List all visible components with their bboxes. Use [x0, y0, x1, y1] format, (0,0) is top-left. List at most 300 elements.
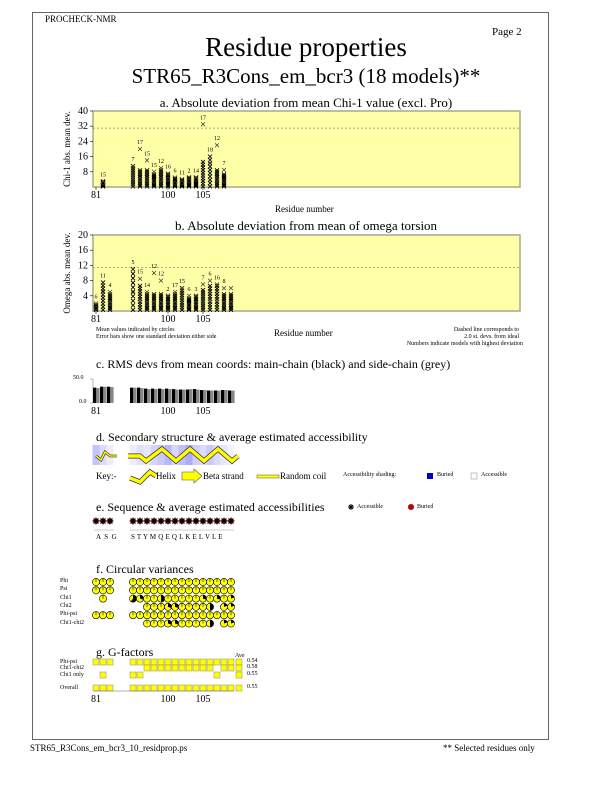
- circular-row-label: Phi: [60, 578, 69, 584]
- chart-a-plot-area: [93, 111, 520, 187]
- gfactor-ave-box: [236, 659, 242, 665]
- circular-variance-dial: [227, 595, 234, 602]
- seq-accessible-label: Accessible: [357, 504, 383, 510]
- chart-a-model-label: 16: [165, 164, 171, 171]
- circular-variance-dial: [106, 587, 113, 594]
- gfactor-box: [214, 685, 220, 691]
- chart-b-model-label: 6: [187, 286, 191, 293]
- circular-variance-dial: [106, 612, 113, 619]
- circular-variance-dial: [164, 578, 171, 585]
- circular-variance-dial: [99, 612, 106, 619]
- sequence-group-2: S T Y M Q E Q L K E L V L E: [131, 533, 223, 541]
- rms-bar-side-chain: [140, 388, 143, 403]
- chart-b-model-label: 14: [144, 283, 150, 289]
- circular-variance-dial: [164, 612, 171, 619]
- gfactor-xtick-label: 81: [91, 694, 101, 705]
- rms-bar-side-chain: [210, 391, 213, 403]
- chart-a-xtick-label: 81: [91, 190, 101, 201]
- circular-variance-dial: [143, 603, 150, 610]
- gfactor-box: [158, 665, 164, 671]
- sequence-accessible-star: [172, 518, 179, 525]
- rms-bar-side-chain: [161, 389, 164, 403]
- chart-b-ytick-label: 8: [83, 275, 88, 287]
- chart-b-ytick-label: 12: [78, 260, 88, 272]
- gfactor-box: [130, 685, 136, 691]
- gfactor-box: [193, 659, 199, 665]
- chart-b-model-label: 12: [158, 271, 164, 278]
- chart-a-model-label: 17: [137, 140, 143, 146]
- circular-variance-dial: [192, 587, 199, 594]
- circular-variance-dial: [143, 595, 150, 602]
- circular-variance-dial: [157, 578, 164, 585]
- circular-variance-dial: [136, 578, 143, 585]
- chart-a-ytick-label: 16: [78, 151, 88, 163]
- chart-b-note-numbers: Numbers indicate models with highest deviation: [406, 341, 523, 347]
- chart-b-ytick-label: 4: [83, 290, 88, 302]
- gfactor-box: [228, 659, 234, 665]
- gfactor-box: [172, 659, 178, 665]
- circular-variance-dial: [171, 587, 178, 594]
- sequence-group-1: A S G: [96, 533, 118, 541]
- circular-variance-dial: [199, 587, 206, 594]
- circular-variance-dial: [185, 578, 192, 585]
- circular-variance-dial: [129, 587, 136, 594]
- sequence-accessible-star: [100, 518, 107, 525]
- circular-variance-dial: [171, 612, 178, 619]
- circular-variance-dial: [106, 578, 113, 585]
- gfactor-box: [214, 659, 220, 665]
- rms-bar-main-chain: [100, 387, 103, 403]
- chart-b-xtick-label: 81: [91, 314, 101, 325]
- footer-filename: STR65_R3Cons_em_bcr3_10_residprop.ps: [30, 743, 188, 753]
- circular-variance-dial: [213, 595, 220, 602]
- sequence-accessible-star: [179, 518, 186, 525]
- circular-row-label: Chi1-chi2: [60, 619, 84, 626]
- chart-a-xtick-label: 100: [160, 190, 176, 201]
- rms-bar-main-chain: [93, 388, 96, 403]
- coil-label: Random coil: [280, 471, 327, 481]
- chart-a-model-label: 12: [158, 159, 164, 165]
- shading-label: Accessibility shading:: [343, 472, 397, 478]
- sequence-accessible-star: [144, 518, 151, 525]
- program-name: PROCHECK-NMR: [45, 14, 117, 24]
- circular-variance-dial: [150, 587, 157, 594]
- circular-variance-dial: [136, 612, 143, 619]
- circular-variance-dial: [164, 603, 171, 610]
- circular-variance-dial: [185, 603, 192, 610]
- rms-bar-side-chain: [168, 389, 171, 403]
- gfactor-box: [193, 685, 199, 691]
- gfactor-box: [165, 665, 171, 671]
- rms-bar-side-chain: [103, 387, 106, 403]
- circular-variance-dial: [227, 620, 234, 627]
- rms-bar-side-chain: [133, 388, 136, 403]
- chart-a-model-label: 18: [207, 147, 213, 154]
- circular-variance-dial: [136, 595, 143, 602]
- chart-b-title: b. Absolute deviation from mean of omega torsion: [174, 218, 438, 233]
- gfactor-box: [172, 665, 178, 671]
- chart-b-note-mean: Mean values indicated by circles: [96, 327, 175, 333]
- gfactor-box: [221, 685, 227, 691]
- chart-b-model-label: 12: [151, 264, 157, 270]
- circular-variance-dial: [185, 587, 192, 594]
- gfactor-ave-box: [236, 672, 242, 678]
- gfactor-box: [172, 685, 178, 691]
- circular-variance-dial: [150, 578, 157, 585]
- chart-b-model-label: 17: [172, 283, 178, 289]
- chart-a-xlabel: Residue number: [275, 204, 334, 214]
- circular-variance-dial: [164, 587, 171, 594]
- circular-variance-dial: [227, 587, 234, 594]
- rms-bar-main-chain: [151, 389, 154, 403]
- circular-variance-dial: [178, 595, 185, 602]
- sequence-accessible-star: [165, 518, 172, 525]
- gfactor-box: [193, 665, 199, 671]
- helix-label: Helix: [156, 471, 176, 481]
- circular-variance-dial: [92, 587, 99, 594]
- circular-variance-dial: [99, 587, 106, 594]
- page-subtitle: STR65_R3Cons_em_bcr3 (18 models)**: [131, 64, 481, 88]
- circular-variance-dial: [157, 587, 164, 594]
- gfactor-box: [228, 685, 234, 691]
- circular-variance-dial: [185, 612, 192, 619]
- gfactor-box: [207, 659, 213, 665]
- circular-variance-dial: [192, 578, 199, 585]
- chart-a-model-label: 7: [131, 157, 135, 164]
- gfactor-box: [130, 672, 136, 678]
- circular-variance-dial: [192, 620, 199, 627]
- rms-bar-main-chain: [137, 388, 140, 403]
- circular-variance-dial: [213, 587, 220, 594]
- chart-b-model-label: 6: [208, 271, 212, 278]
- chart-a-model-label: 15: [144, 151, 150, 158]
- page-number: Page 2: [492, 26, 522, 38]
- sequence-accessible-star: [151, 518, 158, 525]
- chart-a-ytick-label: 24: [78, 136, 88, 148]
- random-coil-key-icon: [257, 475, 279, 478]
- rms-bar-side-chain: [231, 391, 234, 403]
- chart-b-model-label: 5: [131, 260, 135, 267]
- circular-variance-dial: [192, 595, 199, 602]
- dial-sector: [210, 603, 214, 610]
- gfactor-ave-label: Ave: [235, 653, 245, 659]
- chart-b-ylabel: Omega abs. mean dev.: [62, 232, 72, 314]
- circular-variance-dial: [220, 603, 227, 610]
- gfactor-row-label: Chi1 only: [60, 672, 84, 678]
- circular-variance-dial: [206, 578, 213, 585]
- chart-a-residue-points: [187, 176, 191, 189]
- chart-a-model-label: 12: [214, 136, 220, 143]
- gfactor-ave-value: 0.55: [247, 684, 258, 690]
- chart-a-model-label: 17: [200, 115, 206, 122]
- circular-variance-dial: [192, 612, 199, 619]
- gfactor-xtick-label: 100: [160, 694, 176, 705]
- buried-label: Buried: [437, 472, 454, 478]
- chart-b-model-label: 15: [179, 279, 185, 286]
- rms-bar-main-chain: [228, 391, 231, 403]
- gfactor-ave-value: 0.58: [247, 664, 258, 670]
- circular-title: f. Circular variances: [96, 562, 194, 576]
- page-title: Residue properties: [205, 32, 407, 62]
- chart-b-model-label: 8: [222, 279, 226, 286]
- circular-row-label: Phi-psi: [60, 611, 78, 618]
- accessible-legend-icon: [348, 504, 354, 510]
- gfactor-row-label: Overall: [60, 685, 78, 691]
- circular-variance-dial: [99, 578, 106, 585]
- sequence-accessible-star: [228, 518, 235, 525]
- accessibility-shade-cell: [93, 445, 100, 465]
- chart-b-xlabel: Residue number: [274, 328, 333, 338]
- rms-title: c. RMS devs from mean coords: main-chain (black) and side-chain (grey): [96, 357, 451, 371]
- sequence-accessible-star: [207, 518, 214, 525]
- sequence-accessible-star: [193, 518, 200, 525]
- gfactor-title: g. G-factors: [96, 645, 154, 659]
- rms-bar-side-chain: [203, 390, 206, 403]
- gfactor-box: [165, 659, 171, 665]
- circular-variance-dial: [199, 612, 206, 619]
- circular-variance-dial: [164, 595, 171, 602]
- gfactor-box: [151, 665, 157, 671]
- circular-variance-dial: [206, 603, 213, 610]
- circular-row-label: Chi2: [60, 602, 72, 609]
- circular-variance-dial: [213, 612, 220, 619]
- gfactor-box: [186, 685, 192, 691]
- gfactor-box: [144, 665, 150, 671]
- rms-bar-main-chain: [186, 390, 189, 403]
- circular-variance-dial: [206, 587, 213, 594]
- key-label: Key:-: [96, 471, 117, 481]
- gfactor-box: [200, 685, 206, 691]
- rms-bar-main-chain: [158, 389, 161, 403]
- rms-bar-side-chain: [182, 390, 185, 403]
- circular-variance-dial: [143, 587, 150, 594]
- sequence-accessible-star: [137, 518, 144, 525]
- accessible-label: Accessible: [481, 472, 507, 478]
- secondary-title: d. Secondary structure & average estimated accessibility: [96, 430, 368, 444]
- gfactor-xtick-label: 105: [195, 694, 211, 705]
- circular-variance-dial: [157, 612, 164, 619]
- chart-a-xtick-label: 105: [195, 190, 211, 201]
- gfactor-box: [93, 685, 99, 691]
- circular-variance-dial: [171, 603, 178, 610]
- dial-sector: [161, 595, 165, 602]
- rms-bar-main-chain: [179, 390, 182, 403]
- rms-bar-main-chain: [107, 387, 110, 403]
- gfactor-box: [200, 665, 206, 671]
- rms-bar-main-chain: [144, 389, 147, 403]
- circular-variance-dial: [143, 620, 150, 627]
- chart-a-residue-points: [194, 176, 198, 189]
- circular-variance-dial: [185, 620, 192, 627]
- footer-note: ** Selected residues only: [443, 743, 535, 753]
- circular-variance-dial: [150, 620, 157, 627]
- rms-bar-side-chain: [175, 390, 178, 403]
- circular-variance-dial: [213, 578, 220, 585]
- rms-bar-side-chain: [147, 389, 150, 403]
- circular-variance-dial: [150, 612, 157, 619]
- strand-label: Beta strand: [203, 471, 244, 481]
- rms-xtick-label: 100: [160, 406, 176, 417]
- circular-variance-dial: [150, 603, 157, 610]
- accessible-swatch-icon: [471, 473, 477, 479]
- circular-variance-dial: [136, 587, 143, 594]
- chart-a-model-label: 14: [193, 168, 199, 175]
- chart-a-ytick-label: 32: [78, 121, 88, 133]
- circular-variance-dial: [220, 578, 227, 585]
- circular-variance-dial: [150, 595, 157, 602]
- sequence-accessible-star: [200, 518, 207, 525]
- gfactor-box: [179, 659, 185, 665]
- gfactor-box: [186, 665, 192, 671]
- gfactor-box: [137, 685, 143, 691]
- gfactor-ave-box: [236, 685, 242, 691]
- circular-variance-dial: [206, 612, 213, 619]
- gfactor-box: [137, 672, 143, 678]
- chart-a-residue-points: [180, 177, 184, 188]
- rms-xtick-label: 81: [91, 406, 101, 417]
- gfactor-row-label: Chi1-chi2: [60, 665, 84, 671]
- circular-variance-dial: [227, 578, 234, 585]
- circular-variance-dial: [99, 595, 106, 602]
- gfactor-row-label: Phi-psi: [60, 659, 78, 665]
- sequence-accessible-star: [107, 518, 114, 525]
- chart-b-model-label: 15: [137, 269, 143, 276]
- chart-a-ylabel: Chi-1 abs. mean dev.: [62, 111, 72, 187]
- chart-b-xtick-label: 105: [195, 314, 211, 325]
- circular-variance-dial: [178, 603, 185, 610]
- gfactor-box: [158, 659, 164, 665]
- rms-ytick-bottom: 0.0: [79, 399, 87, 405]
- chart-a-model-label: 11: [179, 170, 185, 177]
- circular-variance-dial: [220, 587, 227, 594]
- circular-variance-dial: [157, 595, 164, 602]
- circular-variance-dial: [192, 603, 199, 610]
- gfactor-ave-value: 0.55: [247, 671, 258, 677]
- chart-a-ytick-label: 40: [78, 106, 88, 117]
- sequence-title: e. Sequence & average estimated accessibilities: [96, 500, 325, 514]
- chart-b-model-label: 2: [166, 286, 170, 293]
- gfactor-box: [144, 685, 150, 691]
- circular-variance-dial: [199, 595, 206, 602]
- circular-variance-dial: [199, 620, 206, 627]
- circular-variance-dial: [178, 620, 185, 627]
- sequence-accessible-star: [221, 518, 228, 525]
- gfactor-box: [100, 672, 106, 678]
- rms-bar-main-chain: [214, 391, 217, 403]
- chart-b-model-label: 16: [214, 275, 220, 282]
- rms-bar-main-chain: [193, 389, 196, 403]
- gfactor-box: [165, 685, 171, 691]
- chart-b-model-label: 4: [108, 283, 112, 289]
- chart-a-ytick-label: 8: [83, 166, 88, 178]
- circular-variance-dial: [185, 595, 192, 602]
- gfactor-box: [228, 665, 234, 671]
- gfactor-box: [151, 685, 157, 691]
- rms-bar-side-chain: [96, 388, 99, 403]
- circular-variance-dial: [206, 595, 213, 602]
- circular-variance-dial: [92, 578, 99, 585]
- chart-a-residue-points: [173, 176, 177, 189]
- circular-variance-dial: [178, 587, 185, 594]
- gfactor-box: [221, 659, 227, 665]
- dial-sector: [210, 620, 214, 627]
- rms-bar-main-chain: [207, 391, 210, 403]
- rms-bar-main-chain: [221, 390, 224, 403]
- buried-swatch-icon: [427, 473, 433, 479]
- circular-variance-dial: [220, 595, 227, 602]
- rms-bar-side-chain: [189, 389, 192, 403]
- chart-a-model-label: 6: [173, 168, 177, 175]
- sequence-accessible-star: [186, 518, 193, 525]
- circular-variance-dial: [129, 578, 136, 585]
- circular-variance-dial: [227, 603, 234, 610]
- rms-bar-side-chain: [110, 387, 113, 403]
- gfactor-box: [221, 665, 227, 671]
- chart-a-title: a. Absolute deviation from mean Chi-1 value (excl. Pro): [159, 95, 453, 110]
- chart-b-note-dashed: Dashed line corresponds to: [453, 327, 519, 333]
- chart-b-note-stdevs: 2.0 st. devs. from ideal: [464, 334, 519, 340]
- chart-b-model-label: 3: [194, 286, 198, 293]
- gfactor-box: [107, 685, 113, 691]
- circular-variance-dial: [171, 595, 178, 602]
- gfactor-box: [207, 665, 213, 671]
- circular-variance-dial: [143, 612, 150, 619]
- circular-variance-dial: [220, 612, 227, 619]
- rms-bar-side-chain: [217, 391, 220, 403]
- circular-variance-dial: [178, 612, 185, 619]
- rms-bar-main-chain: [172, 389, 175, 403]
- circular-variance-dial: [143, 578, 150, 585]
- circular-variance-dial: [157, 603, 164, 610]
- gfactor-box: [200, 659, 206, 665]
- rms-bar-side-chain: [224, 390, 227, 403]
- gfactor-box: [179, 685, 185, 691]
- circular-variance-dial: [199, 603, 206, 610]
- chart-a-residue-points: [101, 179, 105, 188]
- gfactor-box: [179, 665, 185, 671]
- beta-strand-key-icon: [182, 469, 202, 483]
- gfactor-box: [158, 685, 164, 691]
- circular-variance-dial: [220, 620, 227, 627]
- rms-bar-side-chain: [154, 389, 157, 403]
- rms-bar-main-chain: [130, 388, 133, 403]
- sequence-accessible-star: [158, 518, 165, 525]
- sequence-accessible-star: [130, 518, 137, 525]
- rms-xtick-label: 105: [195, 406, 211, 417]
- circular-variance-dial: [129, 595, 136, 602]
- chart-a-model-label: 15: [151, 162, 157, 169]
- circular-variance-dial: [178, 578, 185, 585]
- chart-b-model-label: 7: [201, 275, 205, 282]
- circular-variance-dial: [227, 612, 234, 619]
- circular-row-label: Chi1: [60, 594, 72, 601]
- chart-b-ytick-label: 16: [78, 245, 88, 257]
- circular-variance-dial: [171, 620, 178, 627]
- rms-bar-main-chain: [165, 389, 168, 403]
- gfactor-box: [207, 685, 213, 691]
- circular-variance-dial: [129, 612, 136, 619]
- circular-row-label: Psi: [60, 586, 68, 593]
- gfactor-box: [214, 672, 220, 678]
- seq-buried-label: Buried: [417, 504, 434, 510]
- gfactor-box: [100, 685, 106, 691]
- chart-a-model-label: 2: [187, 168, 191, 175]
- chart-a-model-label: 15: [100, 172, 106, 179]
- rms-bar-main-chain: [200, 390, 203, 403]
- chart-b-xtick-label: 100: [160, 314, 176, 325]
- chart-b-note-errorbars: Error bars show one standard deviation either side: [96, 334, 217, 340]
- circular-variance-dial: [206, 620, 213, 627]
